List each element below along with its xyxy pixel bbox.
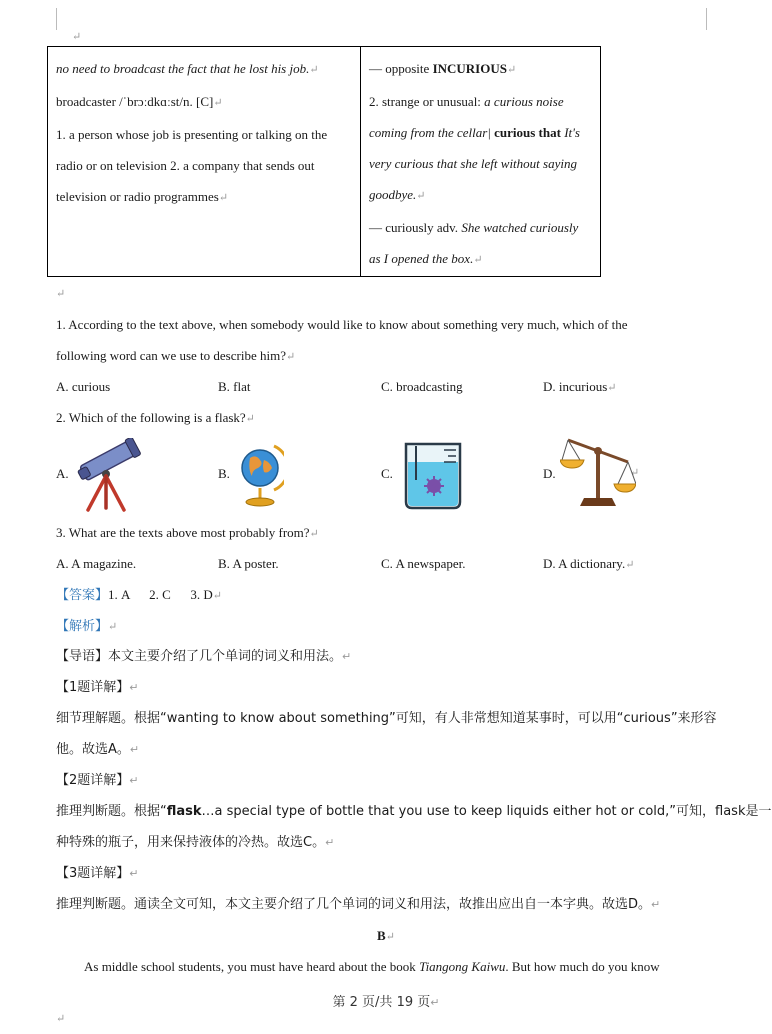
definition-line-2: radio or on television 2. a company that sends out — [56, 158, 315, 173]
scale-icon — [560, 434, 636, 508]
analysis-guide: 【导语】本文主要介绍了几个单词的词义和用法。↵ — [56, 649, 352, 664]
q3-option-d: D. A dictionary.↵ — [543, 556, 635, 571]
dictionary-right-cell: — opposite INCURIOUS↵ 2. strange or unusual: a curious noise coming from the cellar| curious that It's very curious that she left without saying goodbye.↵ — curiously adv. She watched curiously as I opened the box.↵ — [361, 47, 601, 277]
sense2-example-c: It's — [564, 125, 580, 140]
adverb-example-a: She watched curiously — [461, 220, 579, 235]
paragraph-mark: ↵ — [56, 1013, 66, 1025]
q3-option-b: B. A poster. — [218, 556, 279, 571]
globe-icon — [236, 440, 284, 510]
paragraph-mark: ↵ — [72, 31, 82, 43]
sense2-example-a: a curious noise — [484, 94, 564, 109]
q2-option-a: A. — [56, 466, 69, 481]
dictionary-table — [47, 46, 601, 277]
opposite-word: INCURIOUS — [432, 61, 507, 76]
analysis-q2-text-1: 推理判断题。根据“flask…a special type of bottle that you use to keep liquids either hot or cold,”可知，flask是一 — [56, 804, 772, 819]
answer-line: 【答案】1. A 2. C 3. D↵ — [56, 587, 222, 603]
q1-option-d: D. incurious↵ — [543, 379, 617, 394]
question-2: 2. Which of the following is a flask?↵ — [56, 410, 255, 425]
question-1-line-1: 1. According to the text above, when somebody would like to know about something very much, which of the — [56, 317, 628, 332]
section-b-intro: As middle school students, you must have heard about the book Tiangong Kaiwu. But how much do you know — [84, 959, 660, 974]
margin-corner-left — [56, 8, 57, 30]
analysis-line: 【解析】↵ — [56, 619, 118, 634]
question-3: 3. What are the texts above most probably from?↵ — [56, 525, 319, 540]
paragraph-mark: ↵ — [630, 467, 640, 479]
question-1-line-2: following word can we use to describe him?↵ — [56, 348, 296, 363]
analysis-q2-title: 【2题详解】↵ — [56, 773, 139, 788]
q2-option-c: C. — [381, 466, 393, 481]
opposite-prefix: — opposite — [369, 61, 430, 76]
telescope-icon — [74, 438, 144, 512]
analysis-q2-text-2: 种特殊的瓶子，用来保持液体的冷热。故选C。↵ — [56, 835, 335, 850]
analysis-q1-text-2: 他。故选A。↵ — [56, 742, 140, 757]
section-b-heading: B↵ — [377, 928, 395, 943]
sense2-bold: curious that — [494, 125, 561, 140]
headword-broadcaster: broadcaster /ˈbrɔːdkɑːst/n. [C] — [56, 94, 214, 109]
sense2-example-d: very curious that she left without saying — [369, 156, 577, 171]
sense2-label: 2. strange or unusual: — [369, 94, 481, 109]
beaker-icon — [400, 440, 466, 510]
analysis-q3-title: 【3题详解】↵ — [56, 866, 139, 881]
q3-option-a: A. A magazine. — [56, 556, 137, 571]
q2-option-b: B. — [218, 466, 230, 481]
q3-option-c: C. A newspaper. — [381, 556, 466, 571]
paragraph-mark: ↵ — [56, 288, 66, 300]
definition-line-1: 1. a person whose job is presenting or talking on the — [56, 127, 328, 142]
example-broadcast: no need to broadcast the fact that he lost his job. — [56, 61, 310, 76]
dictionary-left-cell: no need to broadcast the fact that he lost his job.↵ broadcaster /ˈbrɔːdkɑːst/n. [C]↵ 1. a person whose job is presenting or talking on the radio or on television 2. a company that sends out television or radio programmes↵ — [48, 47, 361, 277]
answer-tag: 【答案】 — [56, 588, 109, 603]
page-number: 第 2 页/共 19 页↵ — [332, 995, 440, 1010]
analysis-tag: 【解析】 — [56, 619, 109, 634]
margin-corner-right — [706, 8, 707, 30]
analysis-q1-text-1: 细节理解题。根据“wanting to know about something”可知，有人非常想知道某事时，可以用“curious”来形容 — [56, 711, 717, 726]
q1-option-b: B. flat — [218, 379, 251, 394]
q2-option-d: D. — [543, 466, 556, 481]
adverb-label: — curiously adv. — [369, 220, 459, 235]
definition-line-3: television or radio programmes — [56, 189, 219, 204]
q1-option-a: A. curious — [56, 379, 111, 394]
analysis-q1-title: 【1题详解】↵ — [56, 680, 139, 695]
answer-values: 1. A 2. C 3. D — [108, 587, 213, 602]
analysis-q3-text: 推理判断题。通读全文可知，本文主要介绍了几个单词的词义和用法，故推出应出自一本字典。故选D。↵ — [56, 897, 661, 912]
sense2-example-e: goodbye. — [369, 187, 417, 202]
q1-option-c: C. broadcasting — [381, 379, 463, 394]
adverb-example-b: as I opened the box. — [369, 251, 474, 266]
sense2-example-b: coming from the cellar| — [369, 125, 491, 140]
